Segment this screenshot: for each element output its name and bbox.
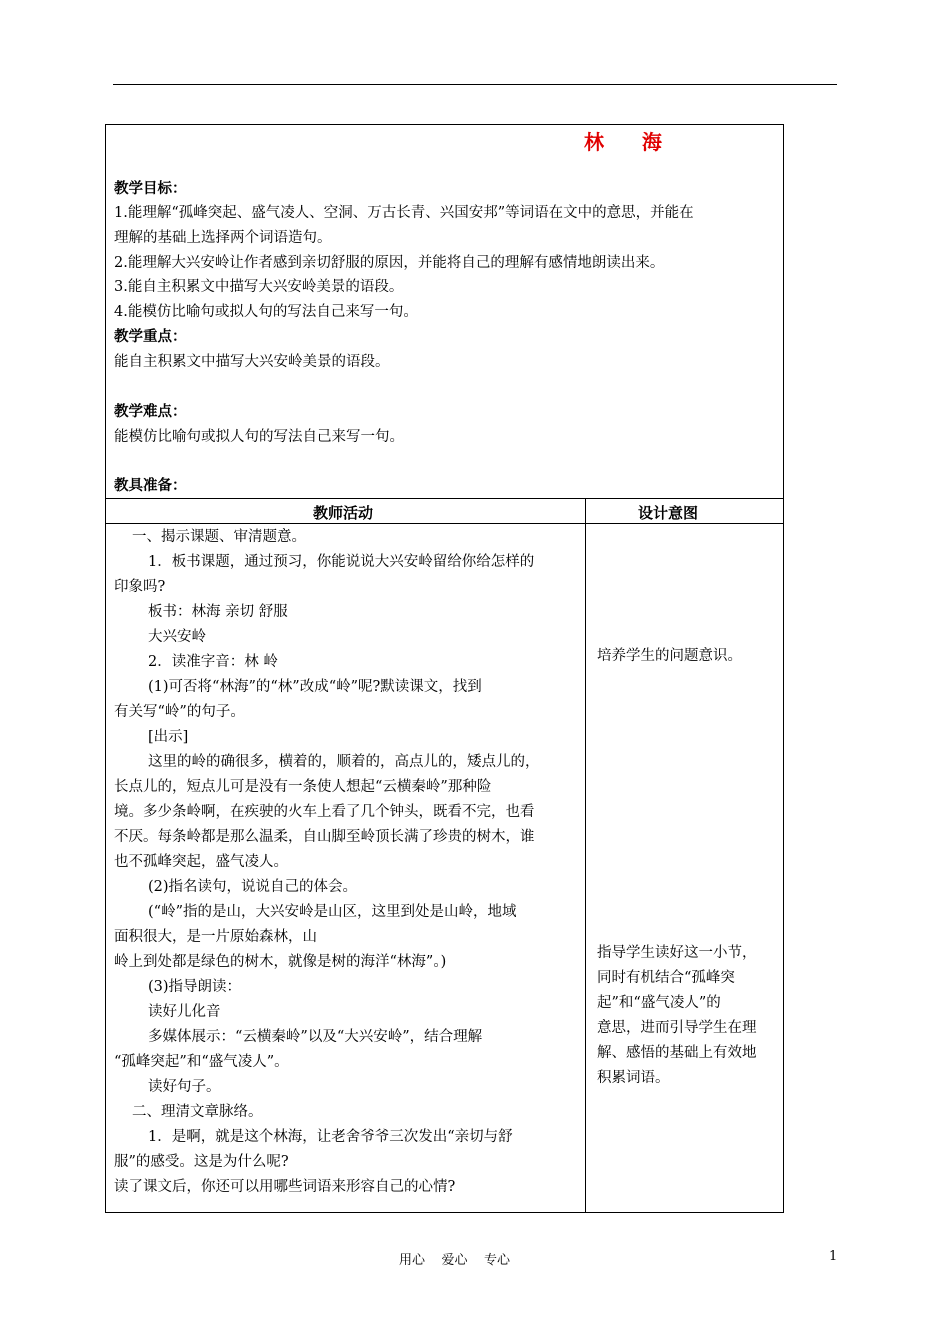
activity-line: 1．板书课题，通过预习，你能说说大兴安岭留给你给怎样的 [148,554,535,570]
difficulty-text: 能模仿比喻句或拟人句的写法自己来写一句。 [114,429,404,445]
difficulty-heading: 教学难点： [114,403,187,420]
col-header-teacher-activity: 教师活动 [313,504,374,522]
activity-line: 大兴安岭 [148,629,206,645]
activity-line: 1．是啊，就是这个林海，让老舍爷爷三次发出“亲切与舒 [148,1129,513,1145]
header-rule [113,84,837,85]
intent-line: 起”和“盛气凌人”的 [597,995,721,1011]
activity-line: 面积很大，是一片原始森林，山 [114,929,317,945]
page-title: 林 海 [584,130,664,154]
activity-line: 2．读准字音：林 岭 [148,654,278,670]
intent-text: 培养学生的问题意识。 [597,648,742,664]
objectives-heading: 教学目标： [114,180,187,197]
objective-line: 1.能理解“孤峰突起、盛气凌人、空洞、万古长青、兴国安邦”等词语在文中的意思，并能在 [114,205,694,221]
activity-line: 一、揭示课题、审清题意。 [132,529,306,545]
intent-line: 指导学生读好这一小节， [597,945,757,961]
activity-line: 也不孤峰突起，盛气凌人。 [114,854,288,870]
intent-line: 同时有机结合“孤峰突 [597,970,735,986]
objective-line: 3.能自主积累文中描写大兴安岭美景的语段。 [114,279,404,295]
activity-line: 岭上到处都是绿色的树木，就像是树的海洋“林海”。) [114,954,447,970]
activity-line: “孤峰突起”和“盛气凌人”。 [114,1054,289,1070]
activity-line: 不厌。每条岭都是那么温柔，自山脚至岭顶长满了珍贵的树木，谁 [114,829,535,845]
column-divider [585,498,586,1213]
table-header-top-rule [105,498,784,499]
col-header-design-intent: 设计意图 [638,504,699,522]
objective-line: 4.能模仿比喻句或拟人句的写法自己来写一句。 [114,304,418,320]
activity-line: 多媒体展示：“云横秦岭”以及“大兴安岭”，结合理解 [148,1029,483,1045]
intent-line: 意思，进而引导学生在理 [597,1020,757,1036]
objective-line: 2.能理解大兴安岭让作者感到亲切舒服的原因，并能将自己的理解有感情地朗读出来。 [114,255,665,271]
activity-line: (2)指名读句，说说自己的体会。 [148,879,358,895]
activity-line: 长点儿的，短点儿可是没有一条使人想起“云横秦岭”那种险 [114,779,492,795]
activity-line: 印象吗? [114,579,166,595]
activity-line: 这里的岭的确很多，横着的，顺着的，高点儿的，矮点儿的， [148,754,540,770]
activity-line: (“岭”指的是山，大兴安岭是山区，这里到处是山岭，地域 [148,904,517,920]
activity-line: [出示] [148,729,189,745]
footer-motto: 用心 爱心 专心 [399,1253,511,1268]
activity-line: 服”的感受。这是为什么呢? [114,1154,289,1170]
activity-line: 读了课文后，你还可以用哪些词语来形容自己的心情? [114,1179,456,1195]
objective-line: 理解的基础上选择两个词语造句。 [114,230,332,246]
intent-line: 积累词语。 [597,1070,670,1086]
activity-line: 读好儿化音 [148,1004,221,1020]
activity-line: 二、理清文章脉络。 [132,1104,263,1120]
page-number: 1 [829,1249,838,1264]
intent-line: 解、感悟的基础上有效地 [597,1045,757,1061]
table-header-bottom-rule [105,523,784,524]
activity-line: 读好句子。 [148,1079,221,1095]
activity-line: 境。多少条岭啊，在疾驶的火车上看了几个钟头，既看不完，也看 [114,804,535,820]
activity-line: 有关写“岭”的句子。 [114,704,245,720]
activity-line: 板书：林海 亲切 舒服 [148,604,288,620]
key-points-heading: 教学重点： [114,328,187,345]
activity-line: (1)可否将“林海”的“林”改成“岭”呢?默读课文，找到 [148,679,482,695]
activity-line: (3)指导朗读： [148,979,242,995]
key-points-text: 能自主积累文中描写大兴安岭美景的语段。 [114,354,390,370]
materials-heading: 教具准备： [114,477,187,494]
